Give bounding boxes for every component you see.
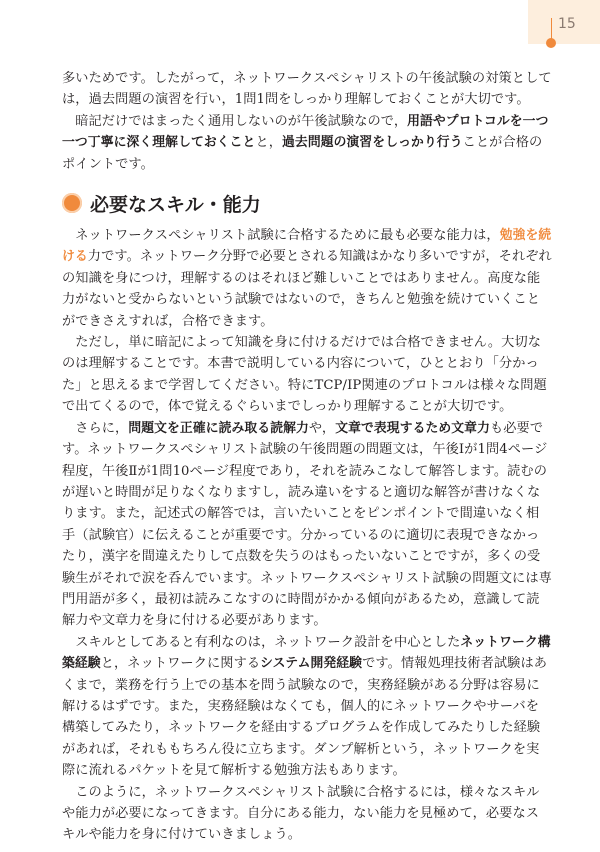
- emphasis-network-building: ネットワーク構築経験: [62, 634, 551, 672]
- section-paragraph-4: [62, 632, 552, 782]
- circle-bullet-icon: [62, 193, 82, 213]
- section-paragraph-1: [62, 225, 552, 332]
- text: や，: [308, 420, 336, 436]
- text: スキルとしてあると有利なのは，ネットワーク設計を中心とした: [75, 634, 461, 650]
- text: ネットワークスペシャリスト試験に合格するために最も必要な能力は，: [75, 228, 500, 244]
- emphasis-practice: 過去問題の演習をしっかり行う: [282, 135, 463, 151]
- emphasis-terms: 用語やプロトコルを一つ一つ丁寧に深く理解しておくこと: [62, 113, 549, 151]
- text: ことが合格のポイントです。: [62, 135, 543, 172]
- section-paragraph-5: このように，ネットワークスペシャリスト試験に合格するには，様々なスキルや能力が必要になってきます。自分にある能力，ない能力を見極めて，必要なスキルや能力を身に付けていきましょう。: [62, 784, 540, 843]
- emphasis-reading: 問題文を正確に読み取る読解力: [128, 420, 309, 436]
- page-body: [62, 68, 552, 846]
- text: 力です。ネットワーク分野で必要とされる知識はかなり多いですが，それぞれの知識を身につけ，理解するのはそれほど難しいことではありません。高度な能力がないと受からないという試験ではないので，きちんと勉強を続けていくことができさえすれば，合格できます。: [62, 249, 552, 329]
- text: です。情報処理技術者試験はあくまで，業務を行う上での基本を問う試験なので，実務経験がある分野は容易に解けるはずです。また，実務経験はなくても，個人的にネットワークやサーバを構築してみたり，ネットワークを経由するプログラムを作成してみたりした経験があれば，それももちろん役に立ちます。ダンプ解析という，ネットワークを実際に流れるパケットを見て解析する勉強方法もあります。: [62, 656, 548, 779]
- section-heading: [62, 191, 552, 215]
- intro-paragraph-1: 多いためです。したがって，ネットワークスペシャリストの午後試験の対策としては，過去問題の演習を行い，1問1問をしっかり理解しておくことが大切です。: [62, 71, 552, 108]
- text: と，ネットワークに関する: [100, 656, 261, 672]
- page-number-divider: [551, 18, 552, 40]
- page-number: 15: [558, 16, 576, 32]
- text: も必要です。ネットワークスペシャリスト試験の午後問題の問題文は，午後Ⅰが1問4ページ程度，午後Ⅱが1問10ページ程度であり，それを読みこなして解答します。読むのが遅いと時間が足りなくなりますし，読み違いをすると適切な解答が書けなくなります。また，記述式の解答では，言いたいことをピンポイントで間違いなく相手（試験官）に伝えることが重要です。分かっているのに適切に表現できなかったり，漢字を間違えたりして点数を失うのはもったいないことですが，多くの受験生がそれで涙を呑んでいます。ネットワークスペシャリスト試験の問題文には専門用語が多く，最初は読みこなすのに時間がかかる傾向があるため，意識して読解力や文章力を身に付ける必要があります。: [62, 420, 552, 629]
- highlight-keep-studying: 勉強を続ける: [62, 228, 552, 265]
- page-number-dot: [546, 38, 556, 48]
- section-paragraph-2: ただし，単に暗記によって知識を身に付けるだけでは合格できません。大切なのは理解することです。本書で説明している内容について，ひととおり「分かった」と思えるまで学習してください。特にTCP/IP関連のプロトコルは様々な問題で出てくるので，体で覚えるぐらいまでしっかり理解することが大切です。: [62, 335, 547, 415]
- text: さらに，: [75, 420, 129, 436]
- emphasis-writing: 文章で表現するため文章力: [335, 420, 490, 436]
- section-title: 必要なスキル・能力: [90, 193, 261, 216]
- text: と，: [255, 135, 283, 151]
- emphasis-system-dev: システム開発経験: [260, 656, 363, 672]
- section-paragraph-3: [62, 418, 552, 632]
- text: 暗記だけではまったく通用しないのが午後試験なので，: [75, 113, 408, 129]
- intro-paragraph-2: [62, 111, 552, 175]
